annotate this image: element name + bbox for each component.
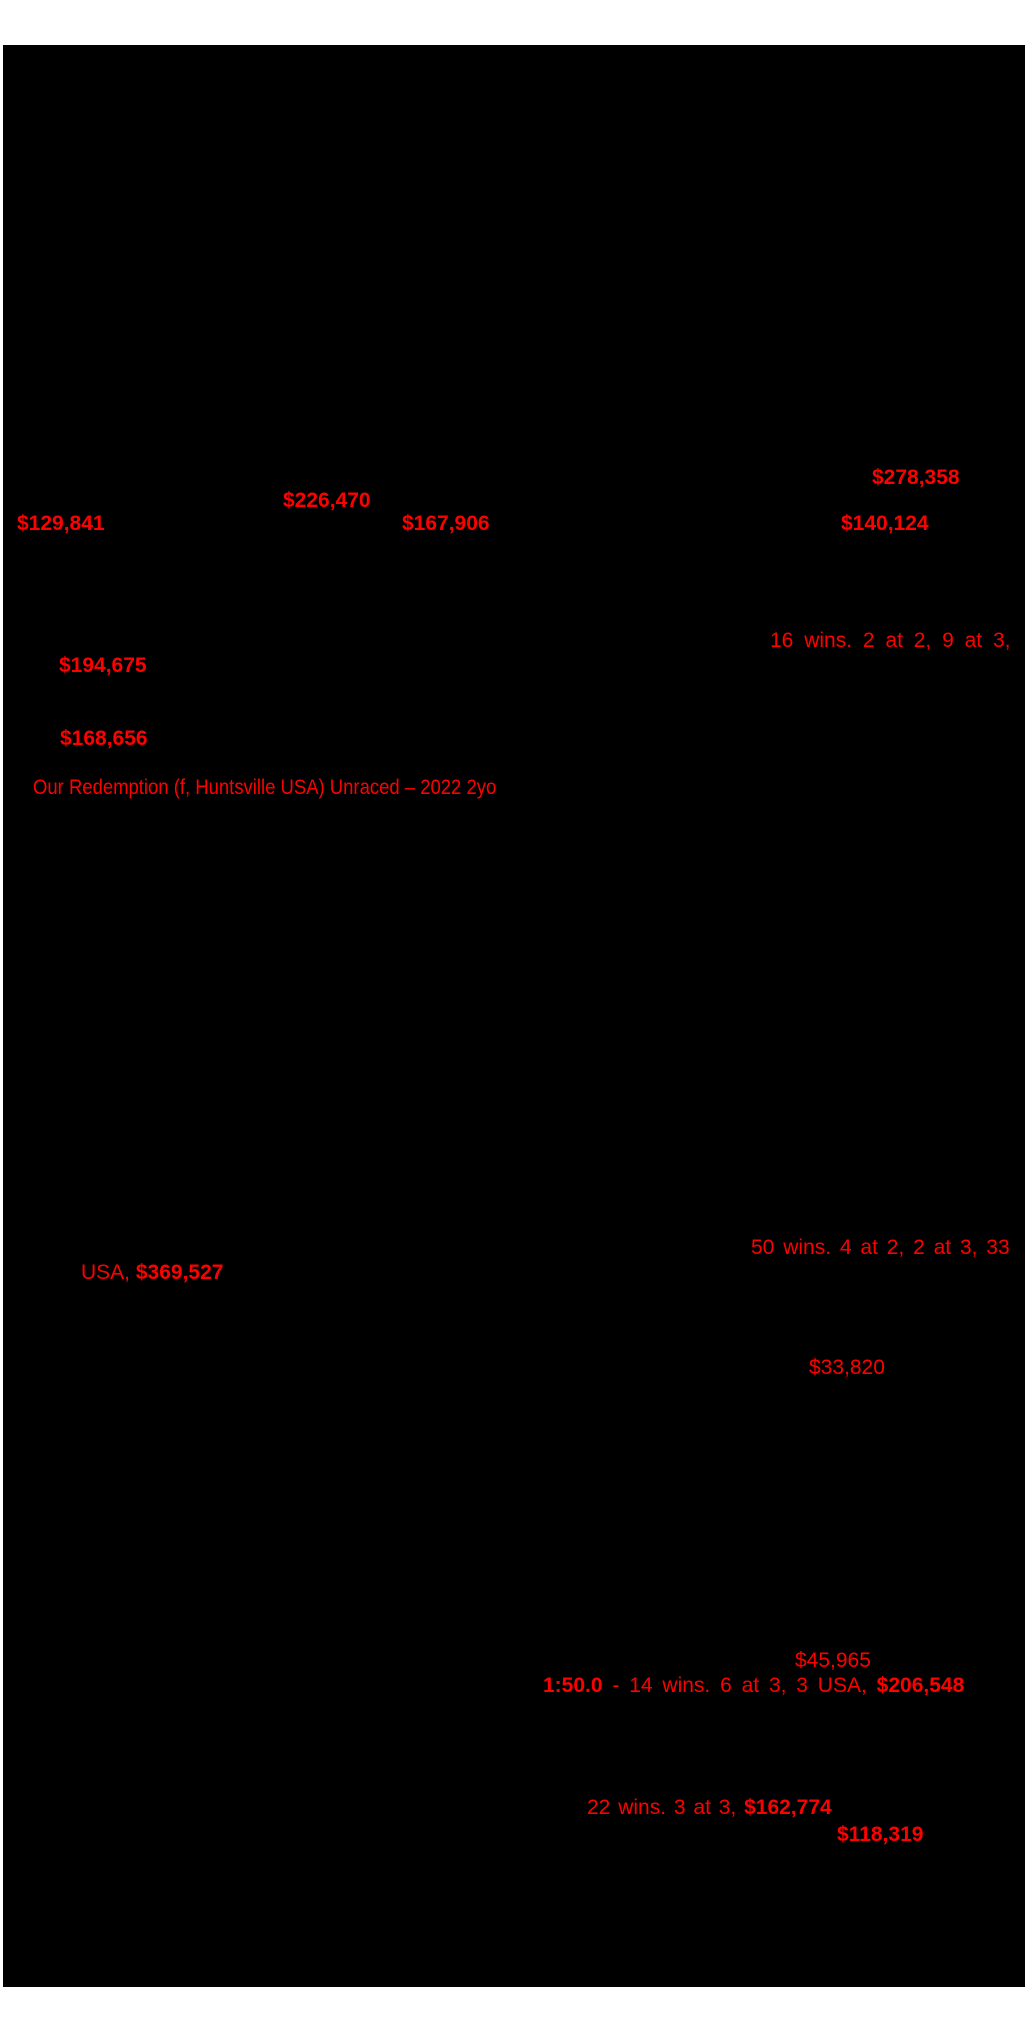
horse-entry-highlight-our-redemption bbox=[33, 776, 496, 799]
horse-entry-highlight-our-redemption-segment: Our Redemption (f, Huntsville USA) Unraced – 2022 2yo bbox=[33, 776, 497, 799]
race-record-highlight-50wins bbox=[751, 1236, 1010, 1259]
earnings-highlight-33820-segment: $33,820 bbox=[809, 1356, 885, 1379]
race-record-highlight-14wins-segment: $206,548 bbox=[876, 1674, 965, 1697]
earnings-highlight-118319-segment: $118,319 bbox=[837, 1823, 924, 1846]
earnings-highlight-278358 bbox=[872, 466, 960, 489]
catalogue-page bbox=[3, 45, 1025, 1987]
earnings-highlight-369527-segment: USA, bbox=[81, 1261, 136, 1284]
earnings-highlight-226470 bbox=[283, 489, 371, 512]
earnings-highlight-278358-segment: $278,358 bbox=[872, 466, 960, 489]
race-record-highlight-16wins bbox=[770, 629, 1010, 652]
earnings-highlight-33820 bbox=[809, 1356, 885, 1379]
earnings-highlight-194675 bbox=[59, 654, 147, 677]
race-record-highlight-22wins bbox=[587, 1796, 832, 1819]
earnings-highlight-45965-segment: $45,965 bbox=[795, 1649, 871, 1672]
race-record-highlight-14wins bbox=[543, 1674, 964, 1697]
earnings-highlight-140124-segment: $140,124 bbox=[841, 512, 929, 535]
earnings-highlight-118319 bbox=[837, 1823, 923, 1846]
earnings-highlight-129841-segment: $129,841 bbox=[17, 512, 105, 535]
earnings-highlight-369527 bbox=[81, 1261, 223, 1284]
earnings-highlight-140124 bbox=[841, 512, 929, 535]
earnings-highlight-167906 bbox=[402, 512, 490, 535]
earnings-highlight-45965 bbox=[795, 1649, 871, 1672]
race-record-highlight-14wins-segment: - 14 wins. 6 at 3, 3 USA, bbox=[602, 1674, 877, 1697]
race-record-highlight-16wins-segment: 16 wins. 2 at 2, 9 at 3, bbox=[770, 629, 1011, 652]
race-record-highlight-22wins-segment: $162,774 bbox=[744, 1796, 832, 1819]
earnings-highlight-168656 bbox=[60, 727, 148, 750]
earnings-highlight-168656-segment: $168,656 bbox=[60, 727, 148, 750]
earnings-highlight-129841 bbox=[17, 512, 105, 535]
race-record-highlight-22wins-segment: 22 wins. 3 at 3, bbox=[587, 1796, 745, 1819]
race-record-highlight-14wins-segment: 1:50.0 bbox=[543, 1674, 603, 1697]
earnings-highlight-369527-segment: $369,527 bbox=[135, 1261, 224, 1284]
race-record-highlight-50wins-segment: 50 wins. 4 at 2, 2 at 3, 33 bbox=[751, 1236, 1010, 1259]
earnings-highlight-194675-segment: $194,675 bbox=[59, 654, 147, 677]
earnings-highlight-167906-segment: $167,906 bbox=[402, 512, 490, 535]
earnings-highlight-226470-segment: $226,470 bbox=[283, 489, 371, 512]
